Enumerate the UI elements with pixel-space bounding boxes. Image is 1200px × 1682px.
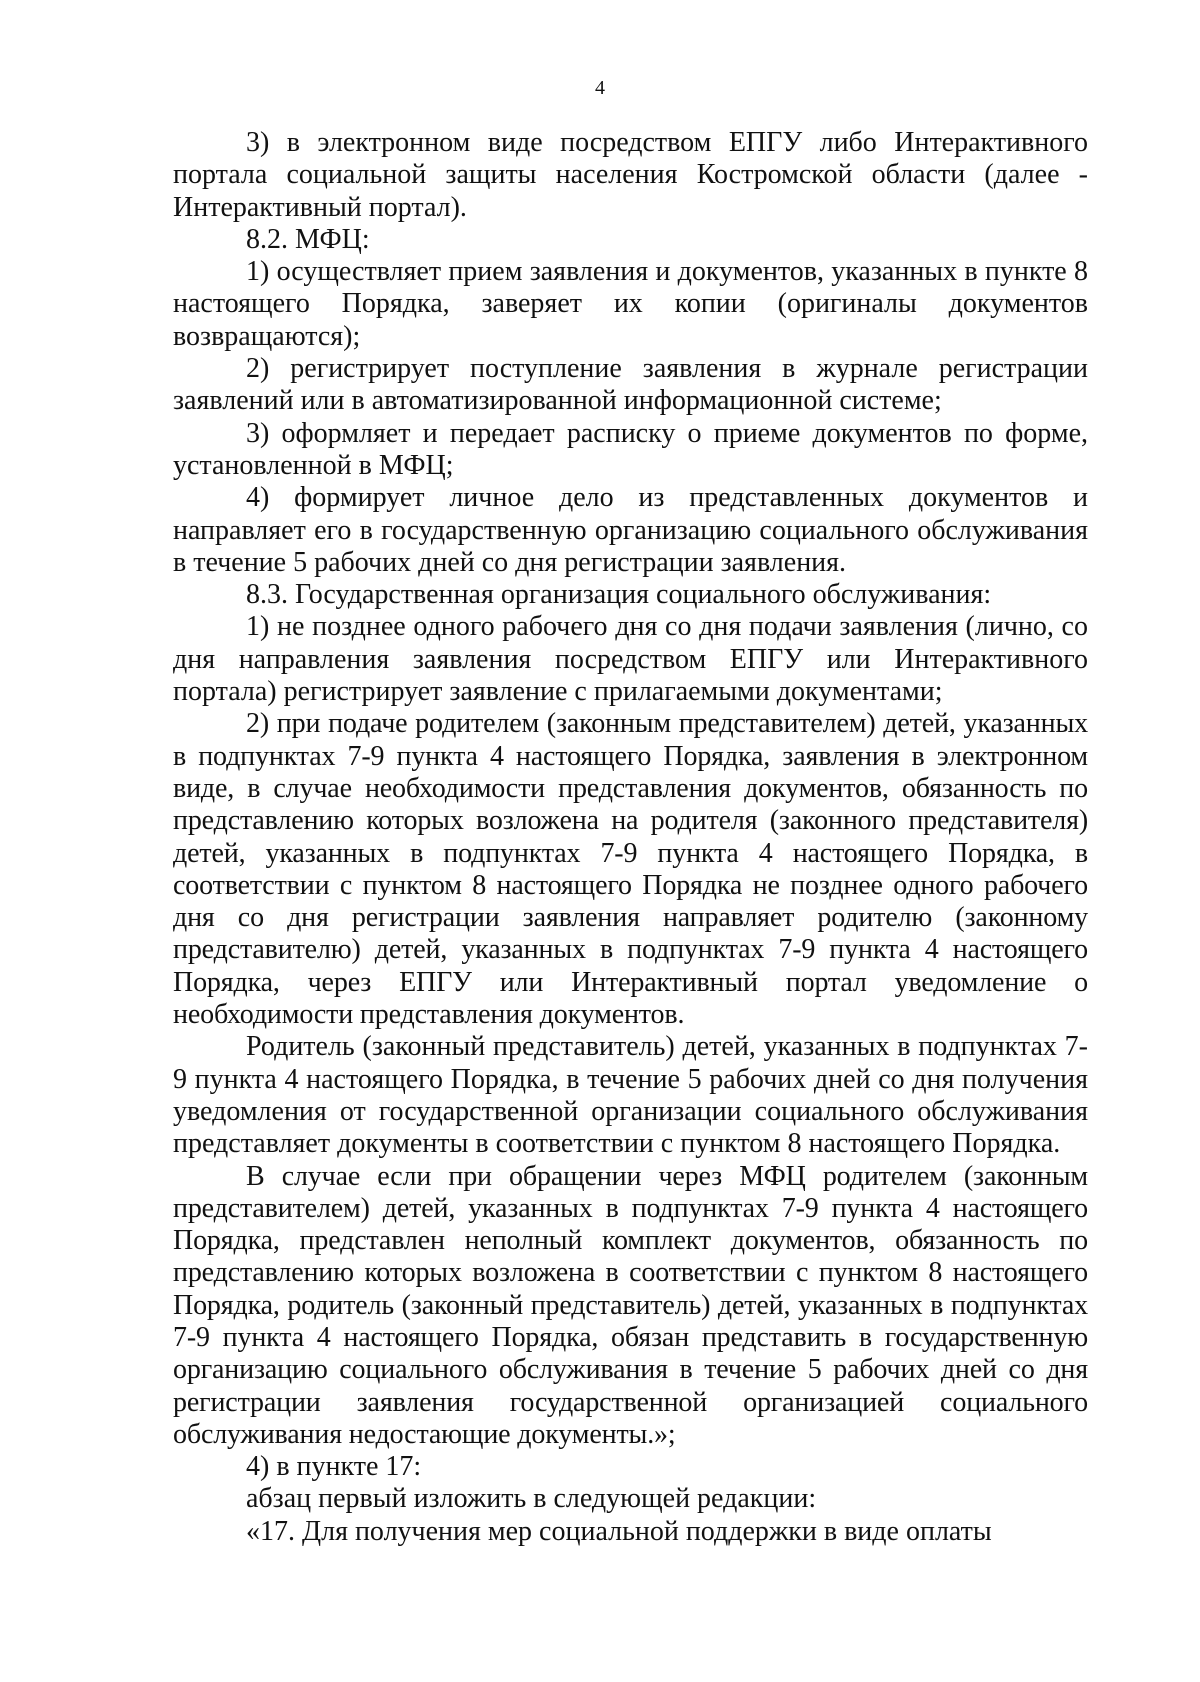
paragraph-3: 1) осуществляет прием заявления и документов, указанных в пункте 8 настоящего Порядка, заверяет их копии (оригиналы документов возвращаются);	[173, 256, 1088, 352]
paragraph-8: 1) не позднее одного рабочего дня со дня подачи заявления (лично, со дня направления заявления посредством ЕПГУ или Интерактивного портала) регистрирует заявление с прилагаемыми документами;	[173, 611, 1088, 708]
paragraph-7: 8.3. Государственная организация социального обслуживания:	[246, 579, 992, 611]
document-body	[173, 127, 1088, 1548]
paragraph-12: 4) в пункте 17:	[246, 1451, 422, 1483]
paragraph-2: 8.2. МФЦ:	[246, 223, 370, 255]
paragraph-5: 3) оформляет и передает расписку о приеме документов по форме, установленной в МФЦ;	[173, 417, 1088, 481]
paragraph-10: Родитель (законный представитель) детей, указанных в подпунктах 7-9 пункта 4 настоящего Порядка, в течение 5 рабочих дней со дня получения уведомления от государственной организации социального обслуживания представляет документы в соответствии с пунктом 8 настоящего Порядка.	[173, 1031, 1088, 1160]
paragraph-9: 2) при подаче родителем (законным представителем) детей, указанных в подпунктах 7-9 пункта 4 настоящего Порядка, заявления в электронном виде, в случае необходимости представления документов, обязанность по представлению которых возложена на родителя (законного представителя) детей, указанных в подпунктах 7-9 пункта 4 настоящего Порядка, в соответствии с пунктом 8 настоящего Порядка не позднее одного рабочего дня со дня регистрации заявления направляет родителю (законному представителю) детей, указанных в подпунктах 7-9 пункта 4 настоящего Порядка, через ЕПГУ или Интерактивный портал уведомление о необходимости представления документов.	[173, 708, 1088, 1031]
paragraph-11: В случае если при обращении через МФЦ родителем (законным представителем) детей, указанных в подпунктах 7-9 пункта 4 настоящего Порядка, представлен неполный комплект документов, обязанность по представлению которых возложена в соответствии с пунктом 8 настоящего Порядка, родитель (законный представитель) детей, указанных в подпунктах 7-9 пункта 4 настоящего Порядка, обязан представить в государственную организацию социального обслуживания в течение 5 рабочих дней со дня регистрации заявления государственной организацией социального обслуживания недостающие документы.»;	[173, 1160, 1088, 1450]
page-number: 4	[595, 77, 605, 99]
paragraph-1: 3) в электронном виде посредством ЕПГУ либо Интерактивного портала социальной защиты населения Костромской области (далее - Интерактивный портал).	[173, 127, 1088, 223]
paragraph-6: 4) формирует личное дело из представленных документов и направляет его в государственную организацию социального обслуживания в течение 5 рабочих дней со дня регистрации заявления.	[173, 482, 1088, 578]
paragraph-4: 2) регистрирует поступление заявления в журнале регистрации заявлений или в автоматизированной информационной системе;	[173, 353, 1088, 417]
paragraph-14: «17. Для получения мер социальной поддержки в виде оплаты	[246, 1515, 992, 1547]
paragraph-13: абзац первый изложить в следующей редакции:	[246, 1483, 817, 1515]
